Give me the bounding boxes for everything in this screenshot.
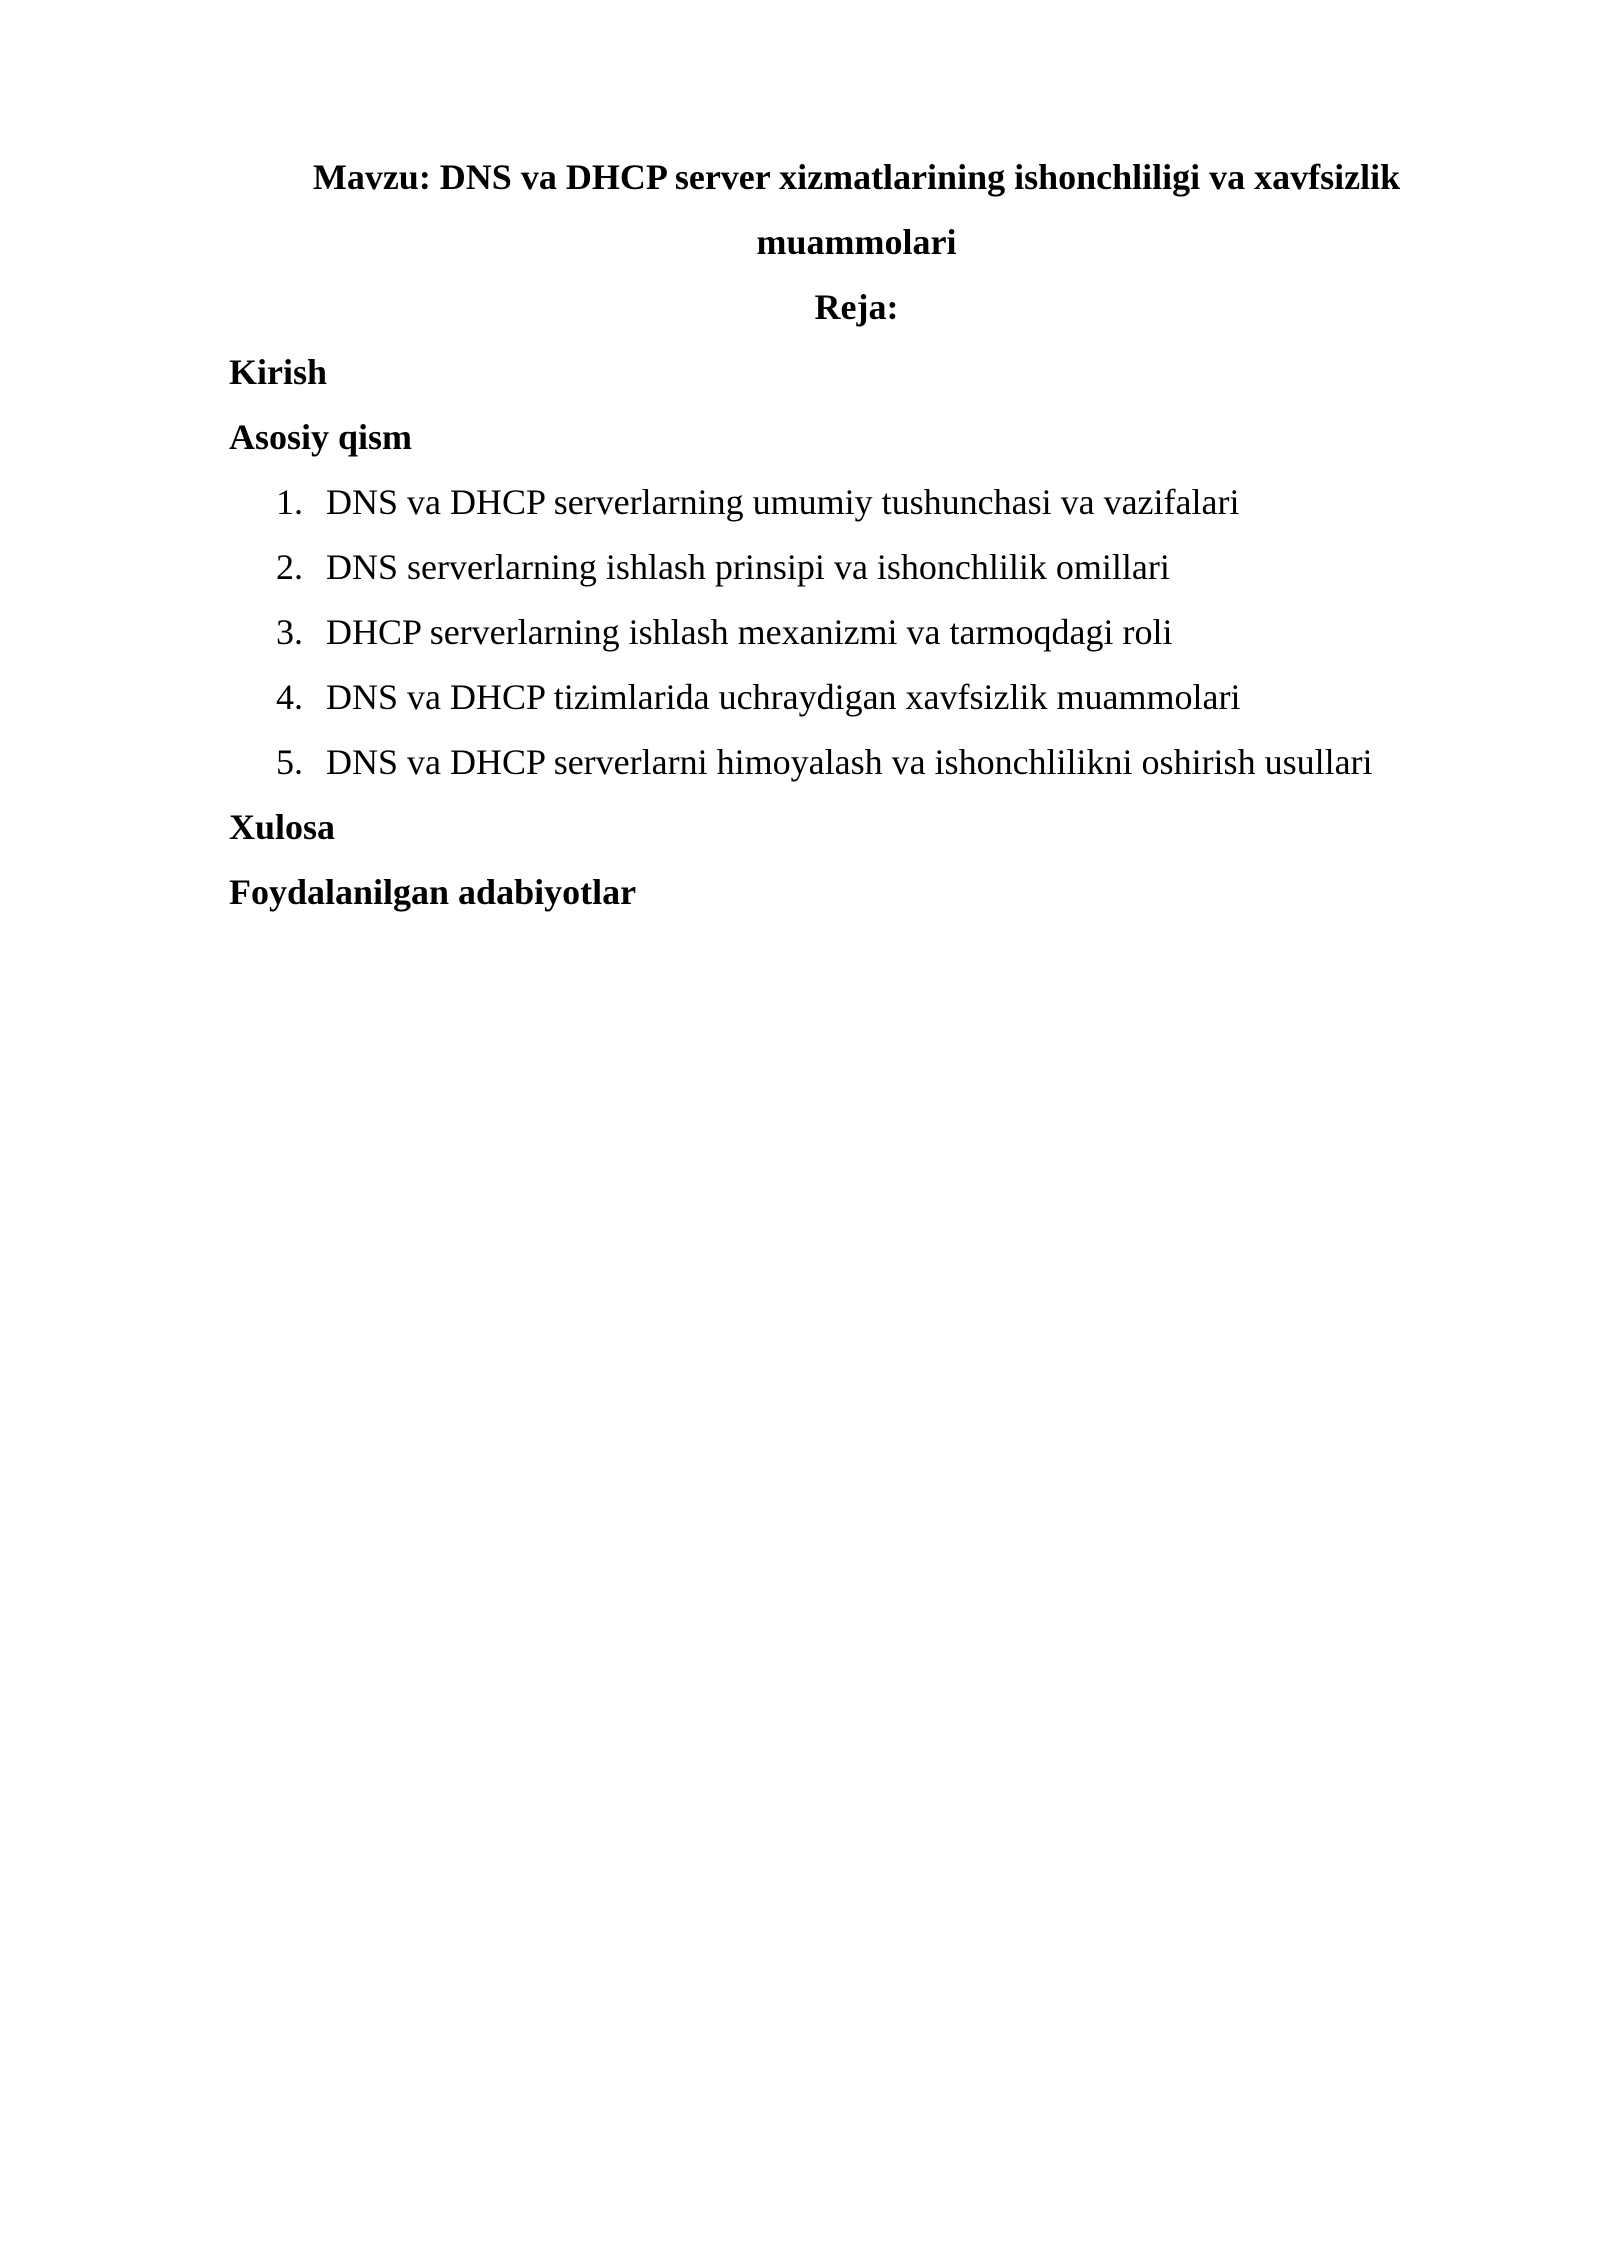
plan-list	[229, 470, 1429, 795]
list-item-text: DNS va DHCP serverlarni himoyalash va ishonchlilikni oshirish usullari	[326, 742, 1373, 782]
section-intro: Kirish	[229, 352, 328, 392]
section-references: Foydalanilgan adabiyotlar	[229, 872, 637, 912]
list-item-number: 4.	[276, 677, 303, 717]
list-item	[229, 470, 1429, 535]
list-item-number: 1.	[276, 482, 303, 522]
list-item-text: DHCP serverlarning ishlash mexanizmi va tarmoqdagi roli	[326, 612, 1173, 652]
section-main-part: Asosiy qism	[229, 417, 413, 457]
document-title: Mavzu: DNS va DHCP server xizmatlarining ishonchliligi va xavfsizlik muammolari	[312, 157, 1401, 262]
list-item-number: 5.	[276, 742, 303, 782]
list-item-text: DNS va DHCP serverlarning umumiy tushunchasi va vazifalari	[326, 482, 1240, 522]
list-item-text: DNS va DHCP tizimlarida uchraydigan xavfsizlik muammolari	[326, 677, 1241, 717]
list-item-text: DNS serverlarning ishlash prinsipi va ishonchlilik omillari	[326, 547, 1170, 587]
plan-heading: Reja:	[814, 287, 899, 327]
list-item	[229, 600, 1429, 665]
list-item-number: 3.	[276, 612, 303, 652]
list-item	[229, 535, 1429, 600]
document-content	[229, 145, 1429, 925]
section-conclusion: Xulosa	[229, 807, 336, 847]
list-item	[229, 730, 1429, 795]
list-item-number: 2.	[276, 547, 303, 587]
list-item	[229, 665, 1429, 730]
